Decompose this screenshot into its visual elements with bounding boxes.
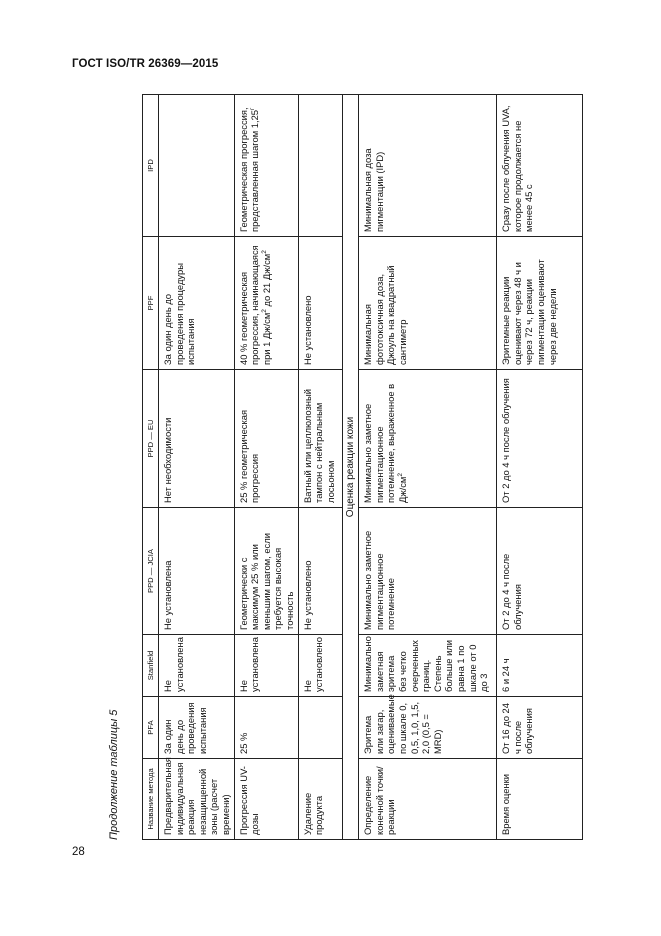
table-row [159,95,235,840]
cell-stanfield: Минимально заметная эритема без четко очерченных границ. Степень больше или равна 1 по шкале от 0 до 3 [359,635,497,697]
ppf-progression-text-end: до 21 Дж/см [260,253,272,310]
cell-ppd-eu: От 2 до 4 ч после облучения [497,370,583,508]
cell-pfa: Эритема или загар, оцениваемые по шкале 0, 0,5, 1,0, 1,5, 2,0 (0,5 = MRD) [359,697,497,759]
column-header-ipd: IPD [143,95,159,237]
cell-ipd: Сразу после облучения UVA, которое продолжается не менее 45 с [497,95,583,237]
methods-comparison-table [142,94,583,840]
cell-ppd-eu: Нет необходимости [159,370,235,508]
cell-ppd-eu: 25 % геометрическая прогрессия [234,370,298,508]
cell-ppf: Минимальная фототоксичная доза, Джоуль на квадратный сантиметр [359,237,497,370]
cell-ipd [298,95,342,237]
page-number: 28 [72,846,85,858]
column-header-ppf: PPF [143,237,159,370]
cell-ppd-jcia: Геометрически с максимум 25 % или меньшим шагом, если требуется высокая точность [234,508,298,635]
cell-ppd-jcia: Не установлено [298,508,342,635]
section-row [342,95,359,840]
table-row [234,95,298,840]
cell-ppf [234,237,298,370]
ppd-eu-endpoint-text: Минимально заметное пигментационное потемнение, выраженное в Дж/см [362,383,408,503]
column-header-ppd-eu: PPD — EU [143,370,159,508]
cell-ipd [159,95,235,237]
cell-ppd-jcia: От 2 до 4 ч после облучения [497,508,583,635]
cell-stanfield: Не установлена [234,635,298,697]
table-row [359,95,497,840]
ppf-progression-text: 40 % геометрическая прогрессия, начинающаяся при 1 Дж/см [237,245,272,365]
cell-pfa: 25 % [234,697,298,759]
table-row [298,95,342,840]
cell-ppd-jcia: Минимально заметное пигментационное потемнение [359,508,497,635]
cell-ppd-eu [359,370,497,508]
column-header-stanfield: Stanfield [143,635,159,697]
cell-pfa [298,697,342,759]
cell-method-name: Определение конечной точки/реакции [359,759,497,840]
superscript: 2 [260,250,268,254]
cell-ppd-jcia: Не установлена [159,508,235,635]
cell-ppd-eu: Ватный или целлюлозный тампон с нейтральным лосьоном [298,370,342,508]
cell-ppf: Не установлено [298,237,342,370]
superscript: г [249,107,257,110]
cell-ppf: За один день до проведения процедуры испытания [159,237,235,370]
cell-stanfield: Не установлена [159,635,235,697]
superscript: 2 [260,309,268,313]
table-row [497,95,583,840]
cell-method-name: Прогрессия UV-дозы [234,759,298,840]
section-title: Оценка реакции кожи [342,95,359,840]
cell-method-name: Удаление продукта [298,759,342,840]
superscript: 2 [396,473,404,477]
cell-method-name: Предварительная индивидуальная реакция незащищенной зоны (расчет времени) [159,759,235,840]
column-header-pfa: PFA [143,697,159,759]
document-header: ГОСТ ISO/TR 26369—2015 [72,58,219,70]
ipd-progression-text: Геометрическая прогрессия, представленная шагом 1,25 [237,107,261,232]
rotated-table-page [108,95,661,840]
cell-pfa: От 16 до 24 ч после облучения [497,697,583,759]
cell-ppf: Эритемные реакции оценивают через 48 ч и через 72 ч, реакции пигментации оценивают через две недели [497,237,583,370]
table-caption: Продолжение таблицы 5 [108,709,120,840]
column-header-method: Название метода [143,759,159,840]
cell-stanfield: Не установлено [298,635,342,697]
cell-method-name: Время оценки [497,759,583,840]
column-header-ppd-jcia: PPD — JCIA [143,508,159,635]
cell-pfa: За один день до проведения испытания [159,697,235,759]
cell-ipd: Минимальная доза пигментации (IPD) [359,95,497,237]
cell-stanfield: 6 и 24 ч [497,635,583,697]
cell-ipd [234,95,298,237]
table-header-row [143,95,159,840]
